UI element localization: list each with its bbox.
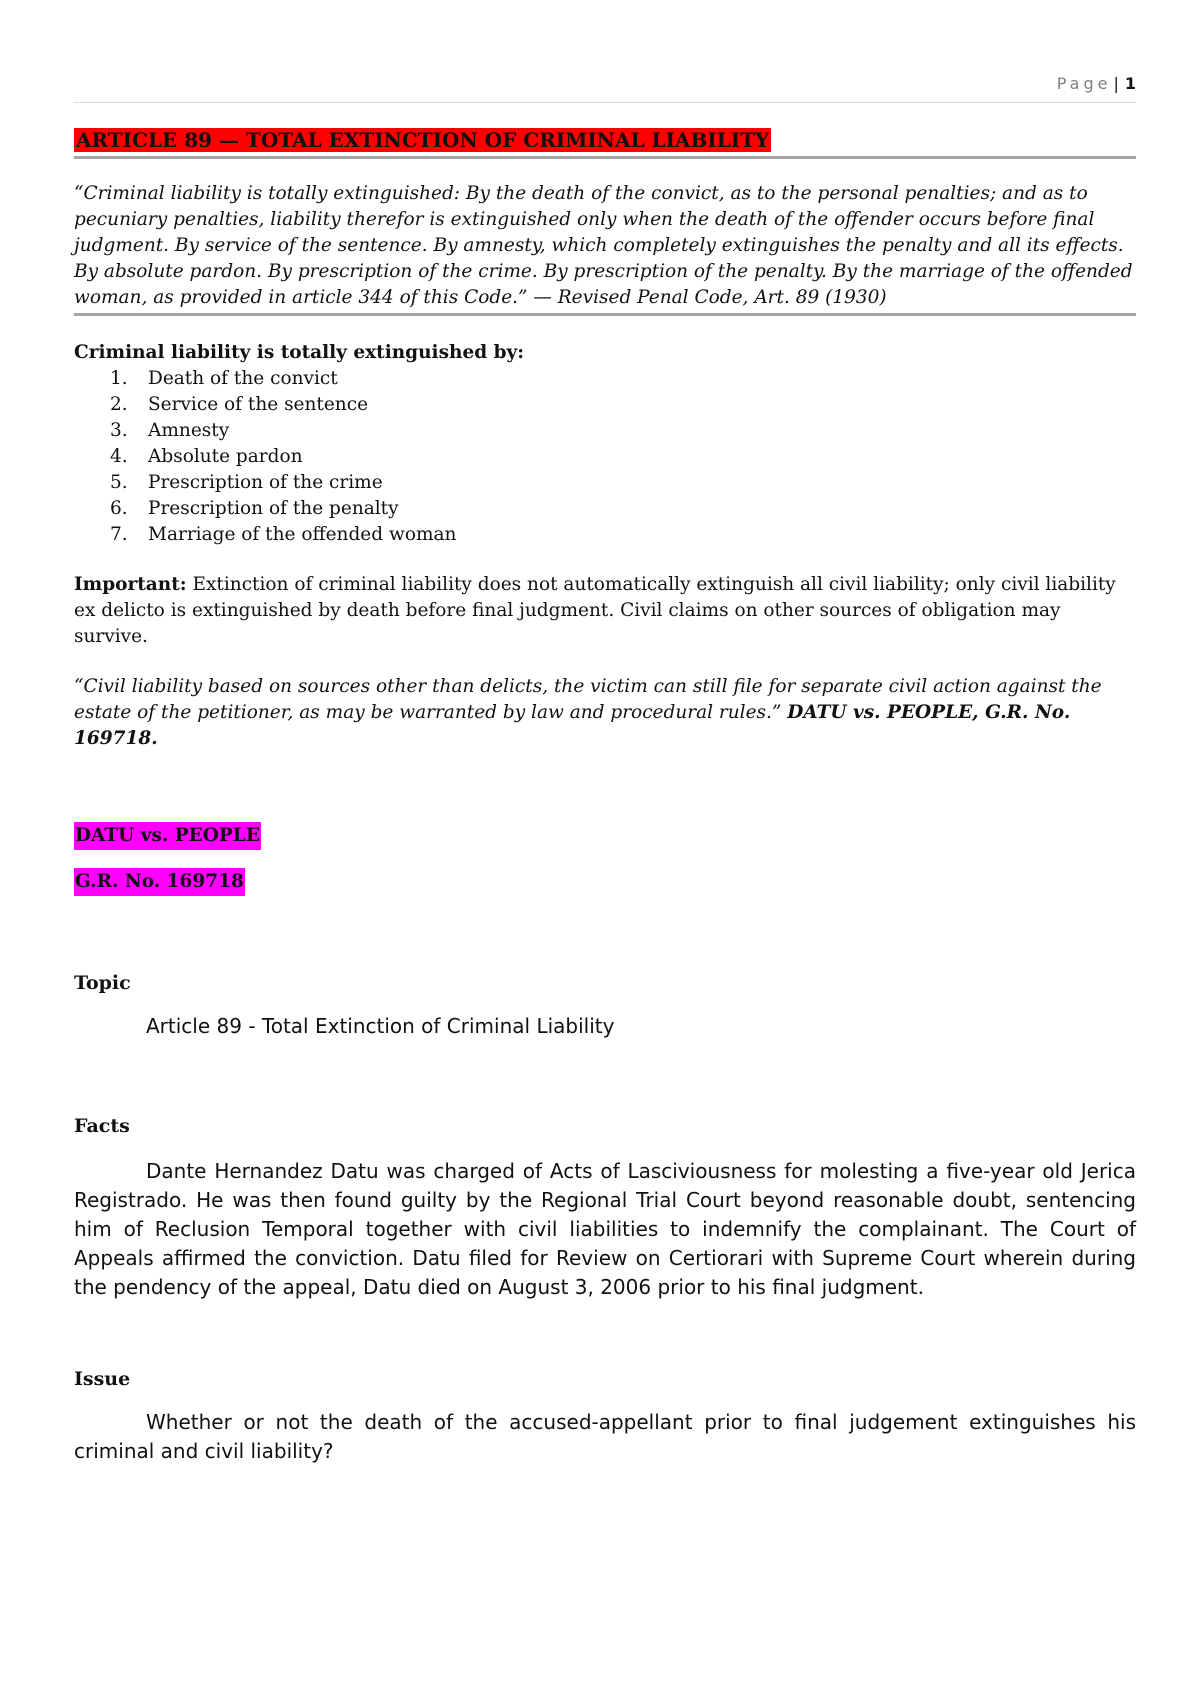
list-item-text: Prescription of the penalty <box>148 498 399 519</box>
list-item <box>110 470 1136 496</box>
list-item-text: Absolute pardon <box>148 446 303 467</box>
facts-body: Dante Hernandez Datu was charged of Acts of Lasciviousness for molesting a five-year old Jerica Registrado. He was then found guilty by the Regional Trial Court beyond reasonable doubt, sentencing him of Reclusion Temporal together with civil liabilities to indemnify the complainant. The Court of Appeals affirmed the conviction. Datu filed for Review on Certiorari with Supreme Court wherein during the pendency of the appeal, Datu died on August 3, 2006 prior to his final judgment. <box>74 1159 1136 1299</box>
facts-heading: Facts <box>74 1115 130 1137</box>
topic-heading: Topic <box>74 972 131 994</box>
case-gr-block <box>74 868 1136 896</box>
case-quote-citation: DATU vs. PEOPLE, G.R. No. 169718. <box>74 702 1071 749</box>
list-item-text: Prescription of the crime <box>148 472 383 493</box>
grounds-list <box>74 366 1136 548</box>
list-item <box>110 522 1136 548</box>
list-item-text: Service of the sentence <box>148 394 369 415</box>
list-item-text: Marriage of the offended woman <box>148 524 457 545</box>
list-item-number: 6. <box>110 498 128 519</box>
important-label: Important: <box>74 574 187 595</box>
list-item-number: 7. <box>110 524 128 545</box>
document-body <box>74 126 1136 1466</box>
case-name-block <box>74 822 1136 850</box>
important-note <box>74 572 1136 650</box>
case-name: DATU vs. PEOPLE <box>74 822 261 850</box>
list-item <box>110 392 1136 418</box>
list-item-text: Death of the convict <box>148 368 338 389</box>
topic-body: Article 89 - Total Extinction of Criminal Liability <box>146 1014 615 1038</box>
list-item <box>110 418 1136 444</box>
issue-body: Whether or not the death of the accused-appellant prior to final judgement extinguishes his criminal and civil liability? <box>74 1410 1136 1463</box>
case-gr-number: G.R. No. 169718 <box>74 868 245 896</box>
list-item <box>110 496 1136 522</box>
important-text: Extinction of criminal liability does not automatically extinguish all civil liability; only civil liability ex delicto is extinguished by death before final judgment. Civil claims on other sources of obligation may survive. <box>74 574 1116 647</box>
article-title-text: ARTICLE 89 — TOTAL EXTINCTION OF CRIMINAL LIABILITY <box>76 128 770 152</box>
list-item <box>110 366 1136 392</box>
list-item-text: Amnesty <box>148 420 230 441</box>
list-item-number: 4. <box>110 446 128 467</box>
page-header <box>74 74 1136 103</box>
page-number: 1 <box>1124 74 1136 93</box>
issue-heading: Issue <box>74 1368 131 1390</box>
list-item-number: 2. <box>110 394 128 415</box>
grounds-heading: Criminal liability is totally extinguished by: <box>74 342 525 363</box>
case-quote-text: “Civil liability based on sources other than delicts, the victim can still file for separate civil action against the estate of the petitioner, as may be warranted by law and procedural rules.” <box>74 676 1102 723</box>
statute-quote: “Criminal liability is totally extinguished: By the death of the convict, as to the personal penalties; and as to pecuniary penalties, liability therefor is extinguished only when the death of the offender occurs before final judgment. By service of the sentence. By amnesty, which completely extinguishes the penalty and all its effects. By absolute pardon. By prescription of the crime. By prescription of the penalty. By the marriage of the offended woman, as provided in article 344 of this Code.” — Revised Penal Code, Art. 89 (1930) <box>74 181 1136 316</box>
list-item-number: 3. <box>110 420 128 441</box>
list-item <box>110 444 1136 470</box>
page-label: Page <box>1056 74 1112 93</box>
page-separator: | <box>1113 74 1119 93</box>
list-item-number: 1. <box>110 368 128 389</box>
article-title <box>74 126 1136 159</box>
case-quote <box>74 674 1136 752</box>
list-item-number: 5. <box>110 472 128 493</box>
